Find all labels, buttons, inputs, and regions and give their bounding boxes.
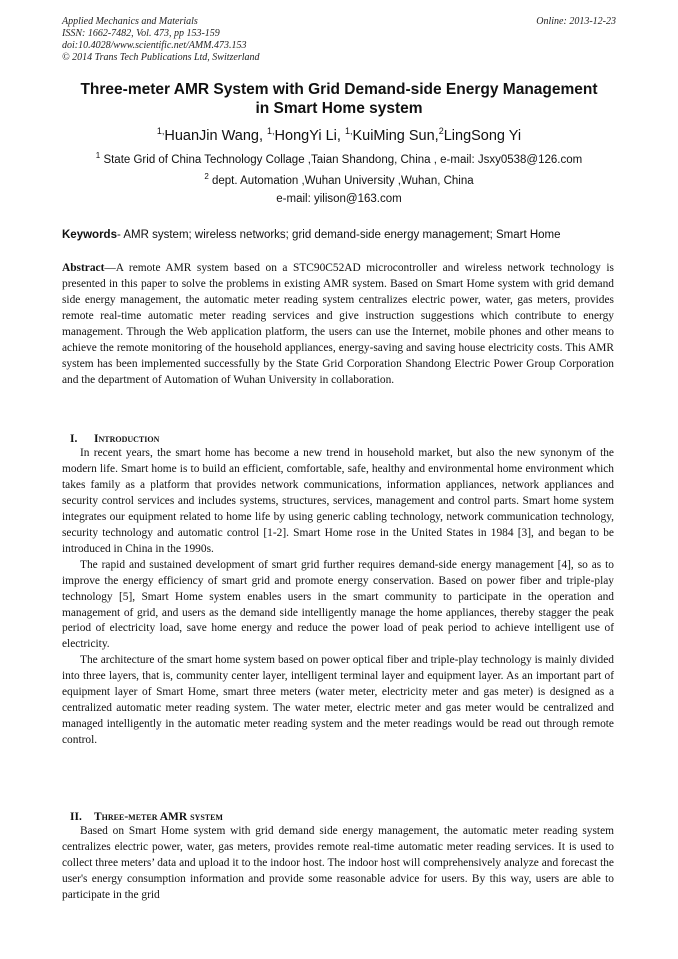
online-date: Online: 2013-12-23	[536, 16, 616, 27]
copyright-line: © 2014 Trans Tech Publications Ltd, Switzerland	[62, 52, 260, 63]
abstract-text: —A remote AMR system based on a STC90C52AD microcontroller and wireless network technology is presented in this paper to solve the problems in existing AMR system. Based on Smart Home system with grid demand side energy management, the automatic meter reading system centralizes electric power, water, gas meters, provides remote real-time automatic meter reading services and give instruction suggestions which contribute to energy management. Through the Web application platform, the users can use the Internet, mobile phones and other means to achieve the remote monitoring of the household appliances, energy-saving and saving house electricity costs. This AMR system has been implemented successfully by the State Grid Corporation Shandong Electric Power Group Corporation and the department of Automation of Wuhan University in collaboration.	[62, 262, 614, 386]
author-1-affil-mark: 1,	[156, 126, 165, 136]
keywords-text: - AMR system; wireless networks; grid demand-side energy management; Smart Home	[116, 229, 561, 241]
affiliation-1	[62, 149, 616, 167]
affiliation-2-mark: 2	[204, 172, 209, 181]
section-1-heading	[62, 432, 616, 446]
affiliation-1-text: State Grid of China Technology Collage ,Taian Shandong, China , e-mail: Jsxy0538@126.com	[103, 154, 583, 166]
keywords	[62, 228, 616, 242]
abstract	[62, 261, 614, 389]
author-4-affil-mark: 2	[438, 126, 444, 136]
doi-line: doi:10.4028/www.scientific.net/AMM.473.153	[62, 40, 247, 51]
author-1: HuanJin Wang,	[164, 128, 263, 144]
paper-title	[62, 80, 616, 118]
journal-name: Applied Mechanics and Materials	[62, 16, 198, 27]
section-2-heading	[62, 810, 616, 824]
author-4: LingSong Yi	[443, 128, 522, 144]
section-1-number: I.	[70, 433, 78, 445]
section-1-paragraph-2: The rapid and sustained development of smart grid further requires demand-side energy management [4], so as to improve the energy efficiency of smart grid and promote energy conservation. Based on power fiber and triple-play technology [5], Smart Home system enables users in the smart community to participate in the operation and management of grid, and users as the demand side intelligently manage the home appliances, thereby stagger the peak period of electricity load, save home energy and reduce the power load of peak period to achieve intelligent use of electricity.	[62, 558, 614, 651]
issn-line: ISSN: 1662-7482, Vol. 473, pp 153-159	[62, 28, 220, 39]
section-1-paragraph-3: The architecture of the smart home system based on power optical fiber and triple-play technology is mainly divided into three layers, that is, community center layer, intelligent terminal layer and equipment layer. As an important part of equipment layer of Smart Home, smart three meters (water meter, electricity meter and gas meter) is designed as a centralized automatic meter reading system. The water meter, electric meter and gas meter would be centralized and managed intelligently in the automatic meter reading system and the meter readings would be read out through remote control.	[62, 654, 614, 747]
affiliation-2	[62, 170, 616, 188]
section-1-title: Introduction	[94, 433, 160, 445]
author-2-affil-mark: 1,	[267, 126, 275, 136]
keywords-label: Keywords	[62, 229, 117, 241]
title-line-1: Three-meter AMR System with Grid Demand-side Energy Management	[80, 81, 598, 98]
affiliation-2-text: dept. Automation ,Wuhan University ,Wuhan, China	[211, 175, 474, 187]
title-line-2: in Smart Home system	[255, 100, 423, 117]
affiliation-2-email: e-mail: yilison@163.com	[276, 193, 402, 205]
section-1-body	[62, 446, 614, 749]
section-1-paragraph-1: In recent years, the smart home has become a new trend in household market, but also the new synonym of the modern life. Smart home is to build an efficient, comfortable, safe, healthy and environmental home environment which takes family as a platform that provides network communications, information appliances, network appliances and security control services and includes systems, structures, services, management and control parts. Smart home system integrates our equipment related to home life by using generic cabling technology, network communication technology, security technology and automatic control [1-2]. Smart Home rose in the United States in 1984 [3], and began to be introduced in China in the 1990s.	[62, 447, 614, 555]
author-list	[62, 122, 616, 145]
section-2-number: II.	[70, 811, 82, 823]
section-2-paragraph-1: Based on Smart Home system with grid demand side energy management, the automatic meter reading system centralizes electric power, water, gas meters, provides remote real-time automatic meter reading services. It is used to collect three meters’ data and upload it to the indoor host. The indoor host will comprehensively analyze and forecast the user's energy consumption information and provide some reasonable advice for users. By this way, users are able to participate in the grid	[62, 825, 614, 901]
author-3-affil-mark: 1,	[344, 126, 353, 136]
author-3: KuiMing Sun,	[352, 128, 439, 144]
publication-header	[62, 16, 616, 64]
abstract-label: Abstract	[62, 262, 105, 274]
affiliation-1-mark: 1	[95, 151, 101, 160]
section-2-title: Three-meter AMR system	[94, 811, 223, 823]
section-2-body	[62, 824, 614, 904]
author-2: HongYi Li,	[274, 128, 341, 144]
